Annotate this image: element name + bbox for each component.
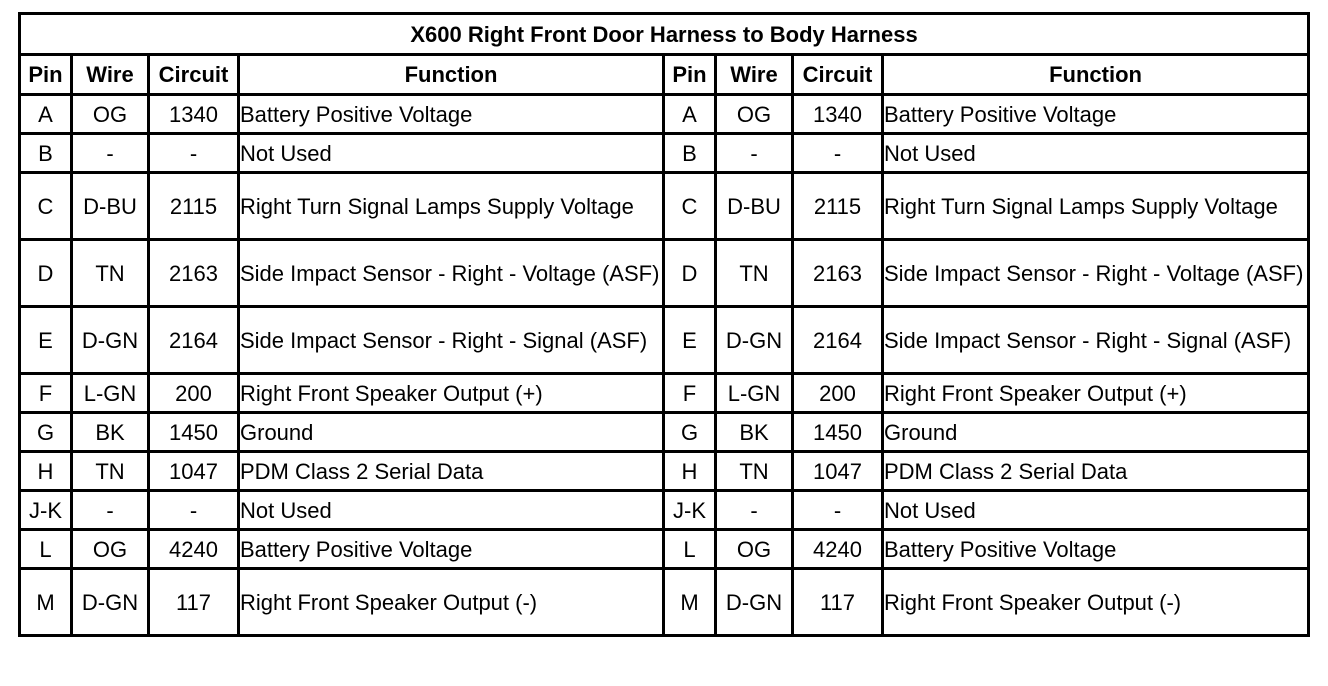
function-cell: Not Used [239, 491, 664, 530]
wire-cell: TN [72, 452, 149, 491]
circuit-cell: 1340 [793, 95, 883, 134]
function-cell: Battery Positive Voltage [883, 95, 1309, 134]
pin-cell: H [664, 452, 716, 491]
wire-cell: TN [716, 452, 793, 491]
circuit-cell: 1450 [793, 413, 883, 452]
function-cell: Side Impact Sensor - Right - Signal (ASF) [239, 307, 664, 374]
header-row [20, 55, 1309, 95]
pin-cell: L [664, 530, 716, 569]
function-cell: PDM Class 2 Serial Data [239, 452, 664, 491]
wire-cell: - [716, 491, 793, 530]
pin-cell: J-K [20, 491, 72, 530]
table-row [20, 134, 1309, 173]
function-cell: Battery Positive Voltage [883, 530, 1309, 569]
wire-cell: OG [72, 530, 149, 569]
pin-cell: A [664, 95, 716, 134]
header-function: Function [239, 55, 664, 95]
wire-cell: BK [716, 413, 793, 452]
table-row [20, 491, 1309, 530]
circuit-cell: 2163 [793, 240, 883, 307]
circuit-cell: 2115 [149, 173, 239, 240]
pin-cell: F [20, 374, 72, 413]
pin-cell: F [664, 374, 716, 413]
table-row [20, 569, 1309, 636]
wire-cell: D-GN [72, 307, 149, 374]
connector-table [18, 12, 1310, 637]
circuit-cell: 2164 [793, 307, 883, 374]
table-row [20, 173, 1309, 240]
wire-cell: - [716, 134, 793, 173]
circuit-cell: 200 [793, 374, 883, 413]
function-cell: Not Used [239, 134, 664, 173]
circuit-cell: - [793, 491, 883, 530]
wire-cell: D-GN [716, 307, 793, 374]
table-row [20, 374, 1309, 413]
circuit-cell: 200 [149, 374, 239, 413]
function-cell: Right Front Speaker Output (-) [239, 569, 664, 636]
header-circuit: Circuit [793, 55, 883, 95]
table-row [20, 413, 1309, 452]
pin-cell: H [20, 452, 72, 491]
pin-cell: D [20, 240, 72, 307]
function-cell: PDM Class 2 Serial Data [883, 452, 1309, 491]
function-cell: Right Turn Signal Lamps Supply Voltage [239, 173, 664, 240]
circuit-cell: 4240 [149, 530, 239, 569]
circuit-cell: 1047 [149, 452, 239, 491]
circuit-cell: 1340 [149, 95, 239, 134]
function-cell: Side Impact Sensor - Right - Voltage (ASF) [239, 240, 664, 307]
wire-cell: L-GN [716, 374, 793, 413]
function-cell: Side Impact Sensor - Right - Voltage (ASF) [883, 240, 1309, 307]
pin-cell: D [664, 240, 716, 307]
function-cell: Battery Positive Voltage [239, 530, 664, 569]
wire-cell: D-BU [72, 173, 149, 240]
wire-cell: D-GN [72, 569, 149, 636]
wire-cell: D-BU [716, 173, 793, 240]
function-cell: Ground [239, 413, 664, 452]
function-cell: Right Front Speaker Output (-) [883, 569, 1309, 636]
function-cell: Right Turn Signal Lamps Supply Voltage [883, 173, 1309, 240]
function-cell: Ground [883, 413, 1309, 452]
header-pin: Pin [20, 55, 72, 95]
header-wire: Wire [716, 55, 793, 95]
pin-cell: B [20, 134, 72, 173]
header-circuit: Circuit [149, 55, 239, 95]
circuit-cell: 1047 [793, 452, 883, 491]
circuit-cell: 2163 [149, 240, 239, 307]
wire-cell: TN [716, 240, 793, 307]
wire-cell: L-GN [72, 374, 149, 413]
wire-cell: TN [72, 240, 149, 307]
function-cell: Right Front Speaker Output (+) [239, 374, 664, 413]
table-row [20, 95, 1309, 134]
table-row [20, 530, 1309, 569]
wire-cell: D-GN [716, 569, 793, 636]
pin-cell: M [20, 569, 72, 636]
circuit-cell: 2164 [149, 307, 239, 374]
function-cell: Not Used [883, 134, 1309, 173]
header-pin: Pin [664, 55, 716, 95]
wire-cell: OG [716, 530, 793, 569]
pin-cell: G [20, 413, 72, 452]
function-cell: Battery Positive Voltage [239, 95, 664, 134]
pin-cell: G [664, 413, 716, 452]
circuit-cell: 2115 [793, 173, 883, 240]
table-row [20, 452, 1309, 491]
circuit-cell: 1450 [149, 413, 239, 452]
header-function: Function [883, 55, 1309, 95]
wire-cell: OG [72, 95, 149, 134]
circuit-cell: - [793, 134, 883, 173]
pin-cell: L [20, 530, 72, 569]
circuit-cell: - [149, 134, 239, 173]
wire-cell: BK [72, 413, 149, 452]
function-cell: Side Impact Sensor - Right - Signal (ASF) [883, 307, 1309, 374]
pin-cell: B [664, 134, 716, 173]
wire-cell: - [72, 134, 149, 173]
pin-cell: E [664, 307, 716, 374]
header-wire: Wire [72, 55, 149, 95]
pin-cell: C [664, 173, 716, 240]
wire-cell: OG [716, 95, 793, 134]
pin-cell: A [20, 95, 72, 134]
table-row [20, 307, 1309, 374]
wire-cell: - [72, 491, 149, 530]
circuit-cell: 4240 [793, 530, 883, 569]
pin-cell: C [20, 173, 72, 240]
table-title: X600 Right Front Door Harness to Body Harness [20, 14, 1309, 55]
function-cell: Right Front Speaker Output (+) [883, 374, 1309, 413]
circuit-cell: 117 [149, 569, 239, 636]
circuit-cell: - [149, 491, 239, 530]
pin-cell: E [20, 307, 72, 374]
circuit-cell: 117 [793, 569, 883, 636]
table-row [20, 240, 1309, 307]
function-cell: Not Used [883, 491, 1309, 530]
pin-cell: J-K [664, 491, 716, 530]
pin-cell: M [664, 569, 716, 636]
